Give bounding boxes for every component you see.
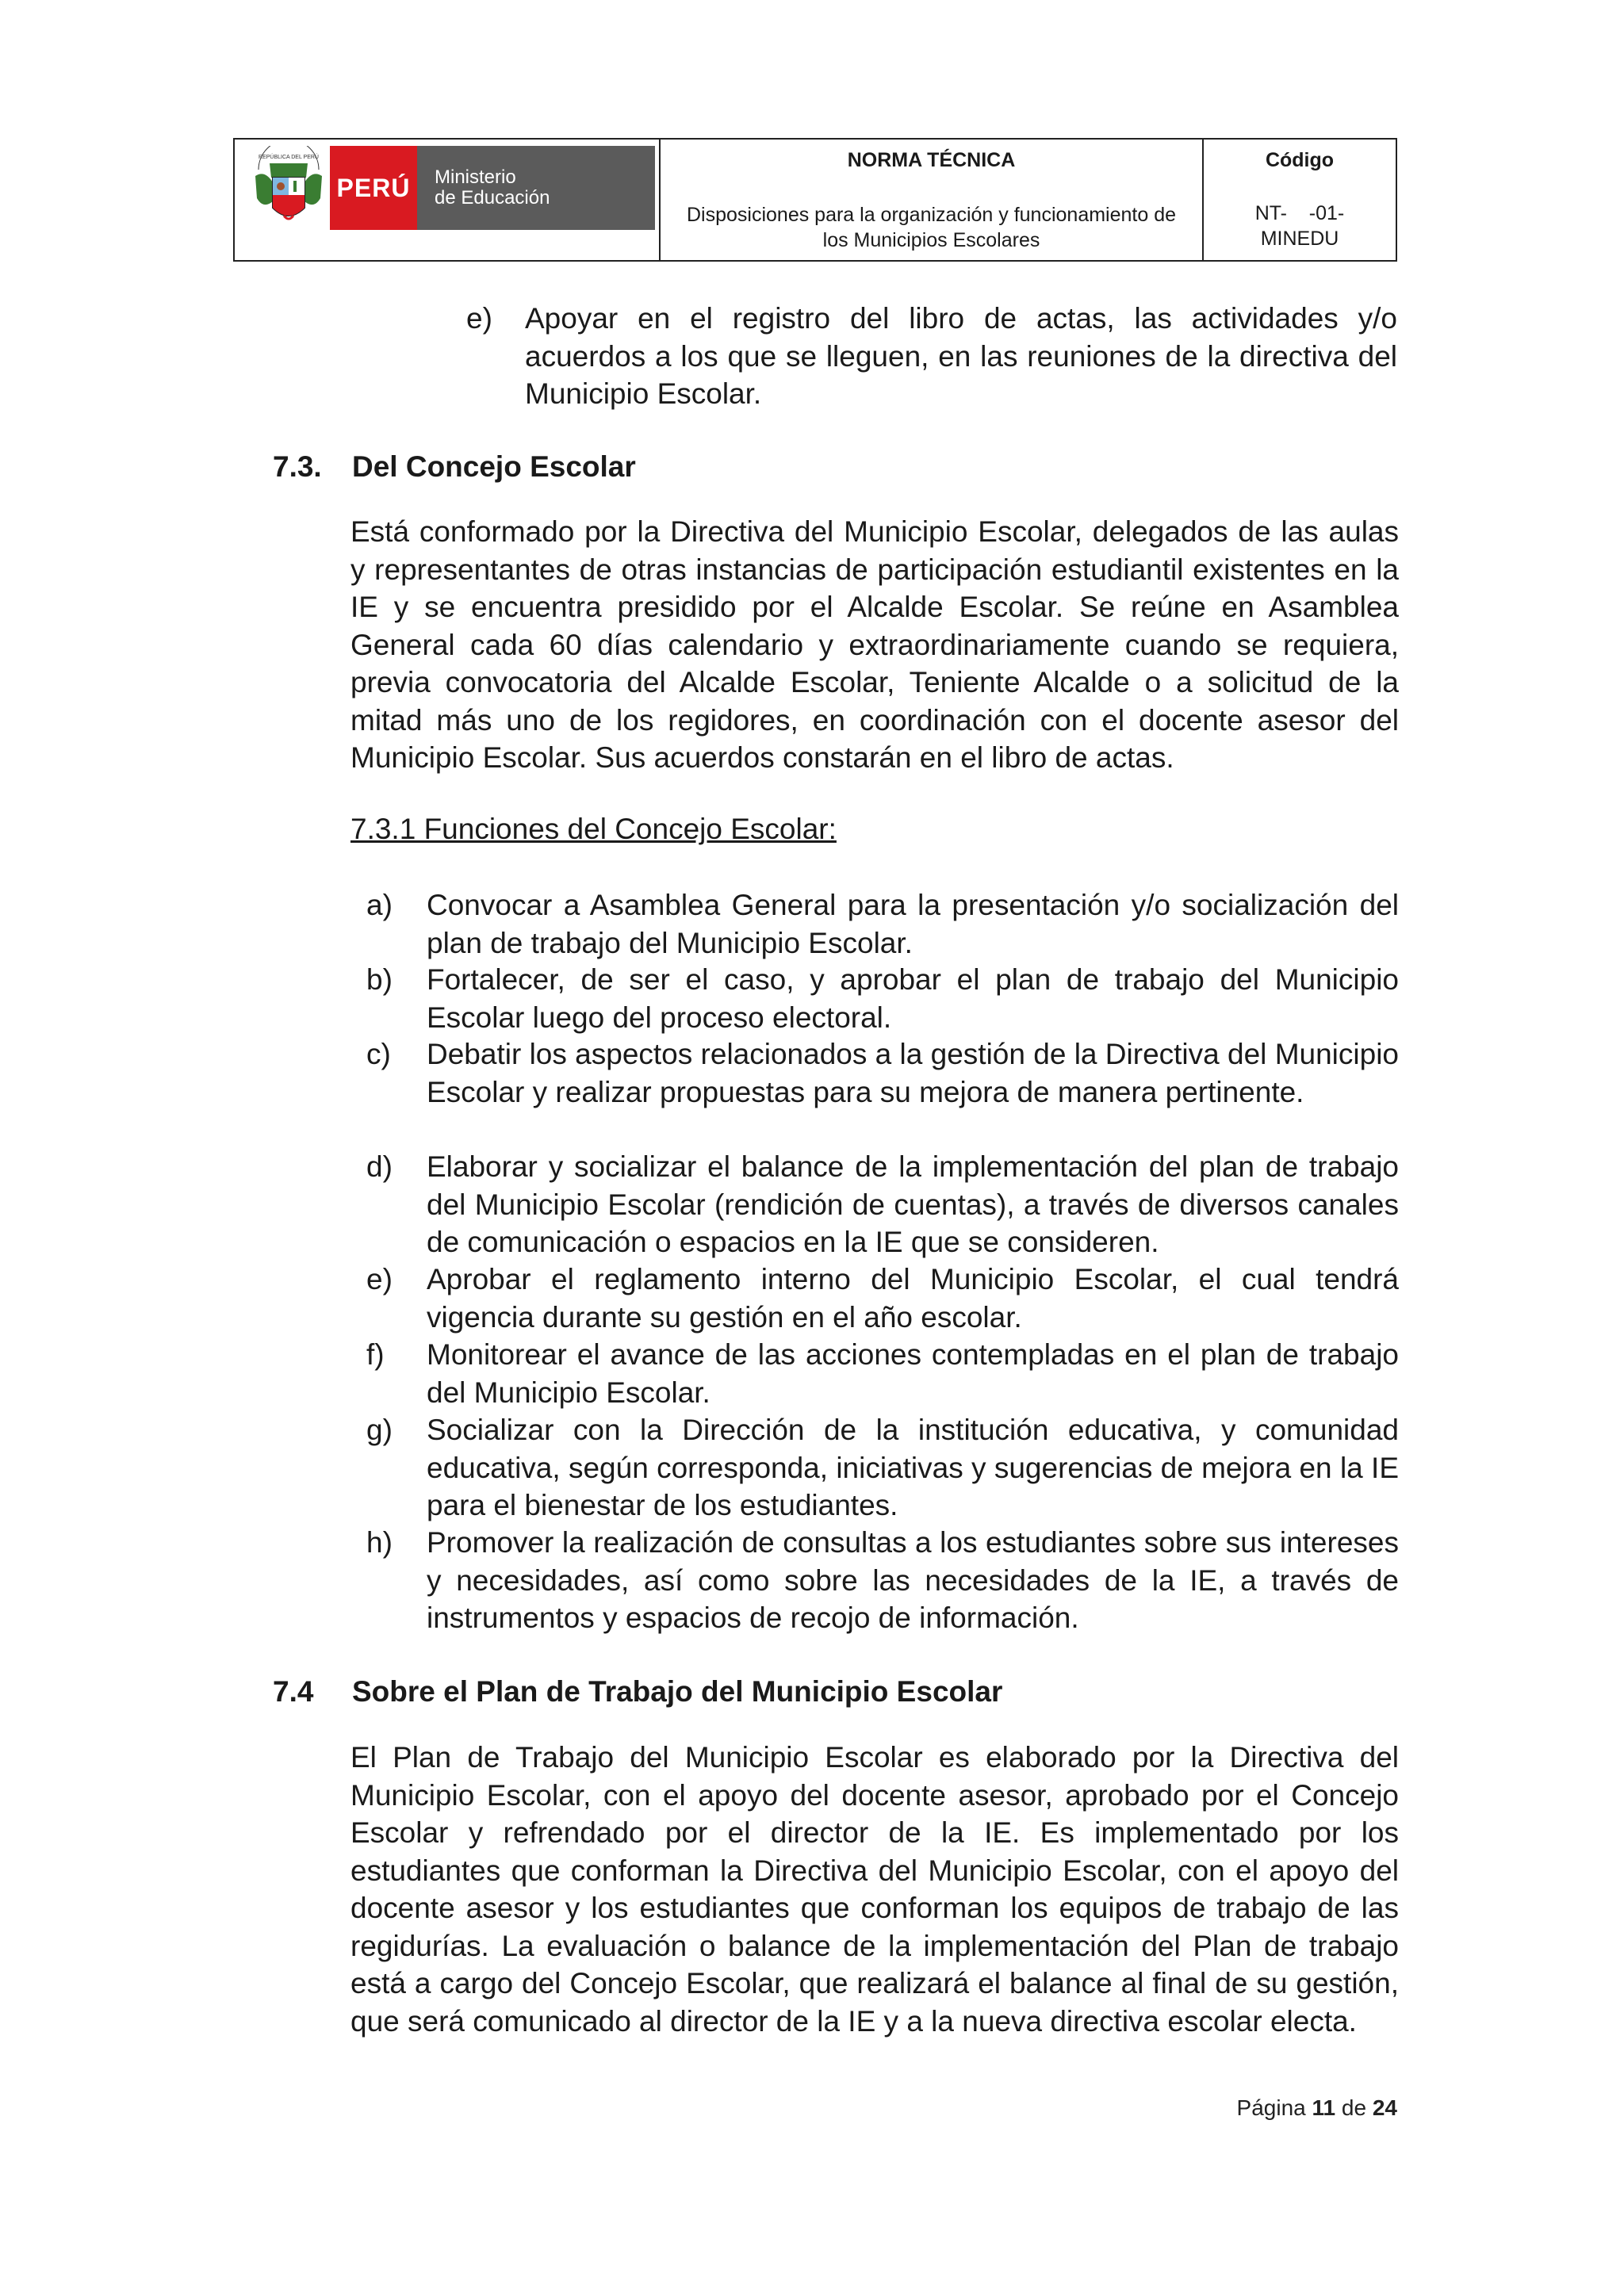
- header-logo-cell: [235, 140, 661, 260]
- list-item-text: Aprobar el reglamento interno del Municipio Escolar, el cual tendrá vigencia durante su gestión en el año escolar.: [427, 1263, 1399, 1334]
- function-list-item: [366, 1035, 1399, 1148]
- norma-subtitle: Disposiciones para la organización y funcionamiento de los Municipios Escolares: [686, 204, 1177, 251]
- code-line-1: NT- -01-: [1254, 202, 1345, 224]
- list-item-label: d): [366, 1150, 393, 1183]
- function-list-item: [366, 961, 1399, 1036]
- code-line-2: MINEDU: [1260, 228, 1339, 250]
- list-item-text: Promover la realización de consultas a los estudiantes sobre sus intereses y necesidades, así como sobre las necesidades de la IE, a través de instrumentos y espacios de recojo de información.: [427, 1526, 1399, 1634]
- function-list-item: [366, 1411, 1399, 1524]
- function-list-item: [366, 1524, 1399, 1636]
- list-item-label: c): [366, 1038, 391, 1070]
- ministry-label: [417, 146, 655, 230]
- current-page: 11: [1312, 2095, 1336, 2120]
- code-label: Código: [1265, 149, 1335, 171]
- section-number: 7.4: [273, 1675, 314, 1708]
- list-item-text: Convocar a Asamblea General para la presentación y/o socialización del plan de trabajo del Municipio Escolar.: [427, 889, 1399, 959]
- total-pages: 24: [1372, 2095, 1397, 2120]
- section-number: 7.3.: [273, 450, 322, 483]
- list-item-text: Fortalecer, de ser el caso, y aprobar el plan de trabajo del Municipio Escolar luego del proceso electoral.: [427, 963, 1399, 1034]
- section-7-4-paragraph: El Plan de Trabajo del Municipio Escolar es elaborado por la Directiva del Municipio Escolar, con el apoyo del docente asesor, aprobado por el Concejo Escolar y refrendado por el director de la IE. Es implementado por los estudiantes que conforman la Directiva del Municipio Escolar, con el apoyo del docente asesor y los estudiantes que conforman los equipos de trabajo de las regidurías. La evaluación o balance de la implementación del Plan de trabajo está a cargo del Concejo Escolar, que realizará el balance al final de su gestión, que será comunicado al director de la IE y a la nueva directiva escolar electa.: [350, 1741, 1399, 2038]
- list-item-prev-e: [466, 300, 1399, 419]
- ministry-line-1: Ministerio: [435, 166, 516, 188]
- section-7-3-paragraph: Está conformado por la Directiva del Municipio Escolar, delegados de las aulas y representantes de otras instancias de participación estudiantil existentes en la IE y se encuentra presidido por el Alcalde Escolar. Se reúne en Asamblea General cada 60 días calendario y extraordinariamente cuando se requiera, previa convocatoria del Alcalde Escolar, Teniente Alcalde o a solicitud de la mitad más uno de los regidores, en coordinación con el docente asesor del Municipio Escolar. Sus acuerdos constarán en el libro de actas.: [350, 515, 1399, 774]
- list-item-text: Monitorear el avance de las acciones contempladas en el plan de trabajo del Municipio Escolar.: [427, 1338, 1399, 1409]
- code-value: [1204, 201, 1396, 251]
- list-item-label: a): [366, 889, 393, 921]
- peru-label: PERÚ: [330, 146, 417, 230]
- header-code-cell: [1204, 140, 1396, 260]
- section-7-4-heading: [273, 1675, 1002, 1709]
- list-item-label: g): [366, 1414, 393, 1446]
- document-header: [233, 138, 1397, 262]
- list-item-text: Elaborar y socializar el balance de la implementación del plan de trabajo del Municipio Escolar (rendición de cuentas), a través de diversos canales de comunicación o espacios en la IE que se consideren.: [427, 1150, 1399, 1258]
- list-item-label: e): [466, 302, 492, 335]
- list-item-label: f): [366, 1338, 385, 1371]
- header-title-cell: [661, 140, 1204, 260]
- list-item-label: b): [366, 963, 393, 996]
- page-word: Página: [1236, 2095, 1306, 2120]
- page-number: [1237, 2095, 1397, 2121]
- of-word: de: [1341, 2095, 1367, 2120]
- ministry-line-2: de Educación: [435, 187, 550, 209]
- list-item-text: Socializar con la Dirección de la institución educativa, y comunidad educativa, según corresponda, iniciativas y sugerencias de mejora en la IE para el bienestar de los estudiantes.: [427, 1414, 1399, 1521]
- minedu-logo: [249, 146, 655, 230]
- norma-title: NORMA TÉCNICA: [847, 149, 1016, 171]
- list-item-text: Debatir los aspectos relacionados a la gestión de la Directiva del Municipio Escolar y realizar propuestas para su mejora de manera pertinente.: [427, 1038, 1399, 1108]
- seal-text: REPÚBLICA DEL PERÚ: [259, 155, 319, 160]
- function-list-item: [366, 886, 1399, 962]
- subsection-7-3-1-heading: 7.3.1 Funciones del Concejo Escolar:: [350, 813, 837, 845]
- national-shield-icon: [249, 146, 328, 230]
- section-title: Del Concejo Escolar: [352, 450, 636, 483]
- section-title: Sobre el Plan de Trabajo del Municipio Escolar: [352, 1675, 1003, 1708]
- function-list-item: [366, 1261, 1399, 1336]
- section-7-3-heading: [273, 450, 636, 484]
- list-item-label: h): [366, 1526, 393, 1559]
- function-list-item: [366, 1336, 1399, 1411]
- list-item-label: e): [366, 1263, 393, 1295]
- function-list-item: [366, 1148, 1399, 1261]
- list-item-text: Apoyar en el registro del libro de actas, las actividades y/o acuerdos a los que se lleguen, en las reuniones de la directiva del Municipio Escolar.: [525, 302, 1397, 410]
